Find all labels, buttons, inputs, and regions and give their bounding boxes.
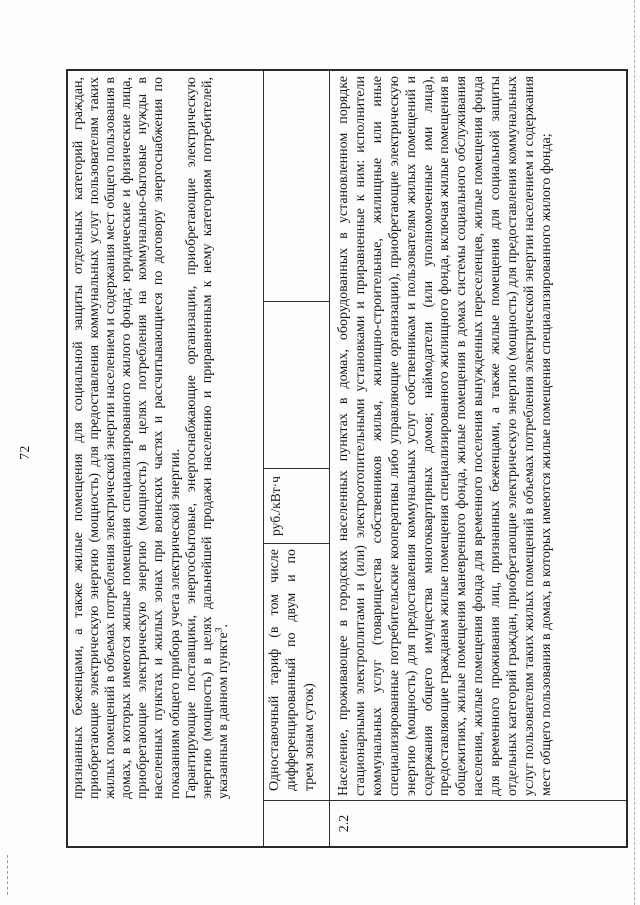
paragraph-population-electric-stoves: Население, проживающее в городских населенных пунктах в домах, оборудованных в установленном порядке стационарными электроплитами и (или) электроотопительными установками и приравненные к ним: исполнители коммунальных услуг (товарищества собственников жилья, жилищно-строительные, жилищные или иные специализированные потребительские кооперативы либо управляющие организации), приобретающие электрическую энергию (мощность) для предоставления коммунальных услуг собственникам и пользователям жилых помещений и содержания общего имущества многоквартирных домов; наймодатели (или уполномоченные ими лица), предоставляющие гражданам жилые помещения специализированного жилищного фонда, включая жилые помещения в общежитиях, жилые помещения маневренного фонда, жилые помещения в домах системы социального обслуживания населения, жилые помещения фонда для временного поселения вынужденных переселенцев, жилые помещения фонда для временного проживания лиц, признанных беженцами, а также жилые помещения для социальной защиты отдельных категорий граждан, приобретающие электрическую энергию (мощность) для предоставления коммунальных услуг пользователям таких жилых помещений в объемах потребления электрической энергии населением и содержания мест общего пользования в домах, в которых имеются жилые помещения специализированного жилого фонда; bbox=[336, 76, 554, 796]
table-row-tariff bbox=[264, 71, 330, 846]
paragraph-consumer-categories: признанных беженцами, а также жилые помещения для социальной защиты отдельных категорий граждан, приобретающие электрическую энергию (мощность) для предоставления коммунальных услуг пользователям таких жилых помещений в объемах потребления электрической энергии населением и содержания мест общего пользования в домах, в которых имеются жилые помещения специализированного жилого фонда; юридические и физические лица, приобретающие электрическую энергию (мощность) в целях потребления на коммунально-бытовые нужды в населенных пунктах и жилых зонах при воинских частях и рассчитывающиеся по договору энергоснабжения по показаниям общего прибора учета электрической энергии. bbox=[71, 77, 183, 799]
tariff-name-text: Одноставочный тариф (в том числе дифференцированный по двум и по трем зонам суток) bbox=[267, 549, 317, 791]
row-number-text: 2.2 bbox=[337, 814, 352, 833]
cell-2.2-description bbox=[330, 71, 626, 800]
cell-row-number-2.2 bbox=[330, 800, 626, 846]
unit-text: руб./кВт·ч bbox=[268, 476, 283, 536]
footnote-reference-3: 3 bbox=[214, 627, 225, 633]
cell-tariff-name bbox=[264, 543, 329, 800]
page-number: 72 bbox=[17, 445, 32, 460]
cell-tariff-unit bbox=[264, 468, 329, 543]
cell-tariff-value-2-empty bbox=[264, 71, 329, 301]
paragraph-text: Гарантирующие поставщики, энергосбытовые, энергоснабжающие организации, приобретающие электрическую энергию (мощность) в целях дальнейшей продажи населению и приравненным к нему категориям потребителей, указанным в данном пункте bbox=[183, 77, 231, 799]
cell-tariff-value-1-empty bbox=[264, 301, 329, 468]
sentence-period: . bbox=[215, 623, 231, 628]
cell-2.1-description-continuation bbox=[68, 71, 263, 846]
paragraph-guaranteeing-suppliers bbox=[184, 77, 232, 799]
tariff-table bbox=[66, 69, 628, 848]
table-row-2.1-continuation bbox=[68, 71, 264, 846]
scan-edge-artifact bbox=[634, 0, 635, 905]
table-row-2.2 bbox=[330, 71, 626, 846]
scan-fold-mark bbox=[7, 855, 8, 895]
cell-row-number-empty bbox=[264, 800, 329, 846]
